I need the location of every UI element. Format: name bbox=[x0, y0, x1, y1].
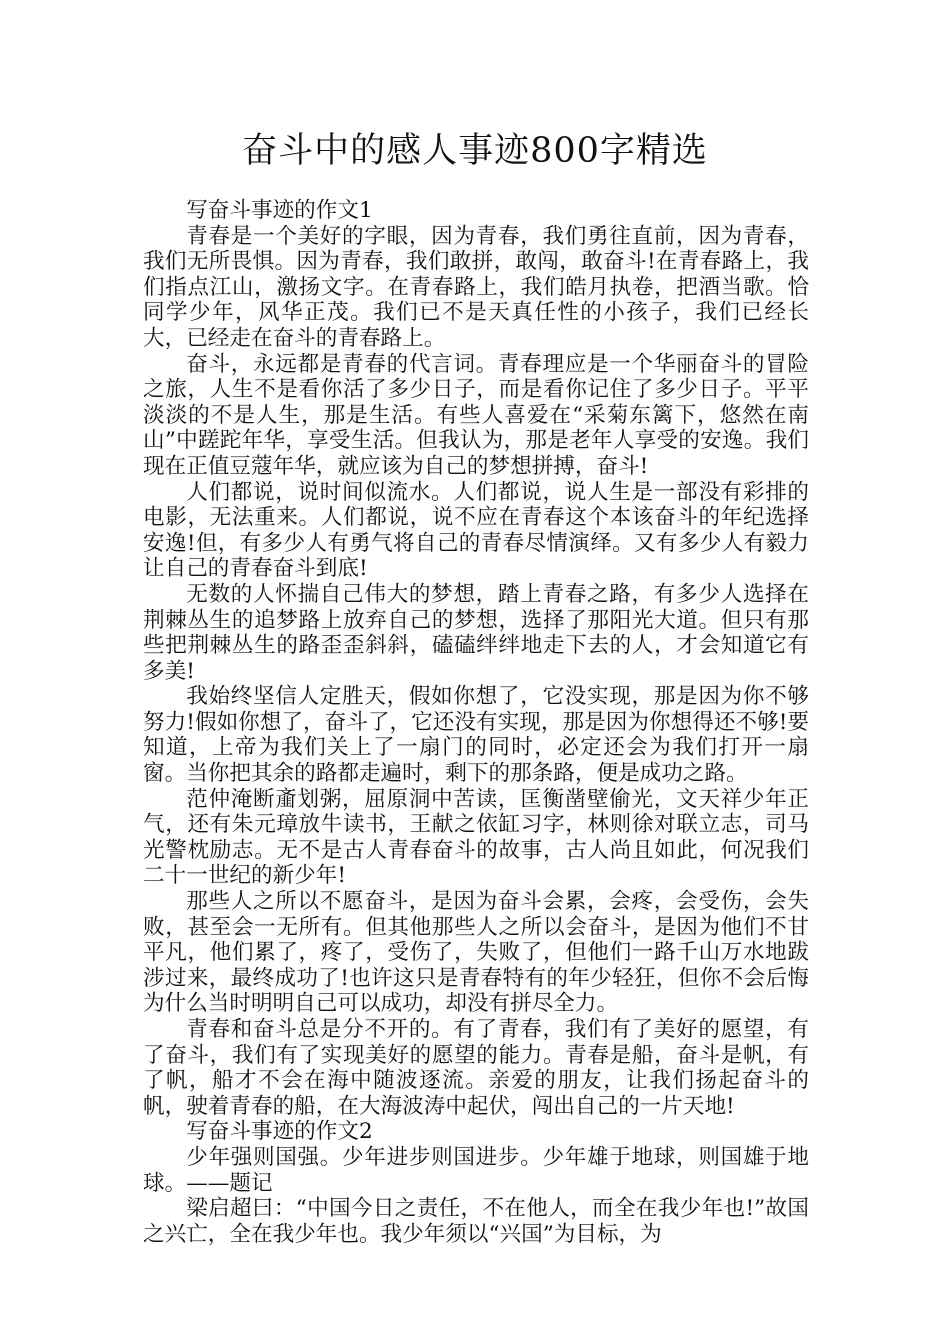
paragraph: 青春和奋斗总是分不开的。有了青春，我们有了美好的愿望，有了奋斗，我们有了实现美好的愿望的能力。青春是船，奋斗是帆，有了帆，船才不会在海中随波逐流。亲爱的朋友，让我们扬起奋斗的帆，驶着青春的船，在大海波涛中起伏，闯出自己的一片天地! bbox=[143, 1017, 809, 1119]
paragraph: 人们都说，说时间似流水。人们都说，说人生是一部没有彩排的电影，无法重来。人们都说，说不应在青春这个本该奋斗的年纪选择安逸!但，有多少人有勇气将自己的青春尽情演绎。又有多少人有毅力让自己的青春奋斗到底! bbox=[143, 479, 809, 582]
paragraph: 奋斗，永远都是青春的代言词。青春理应是一个华丽奋斗的冒险之旅，人生不是看你活了多少日子，而是看你记住了多少日子。平平淡淡的不是人生，那是生活。有些人喜爱在“采菊东篱下，悠然在南山”中蹉跎年华，享受生活。但我认为，那是老年人享受的安逸。我们现在正值豆蔻年华，就应该为自己的梦想拼搏，奋斗! bbox=[143, 351, 809, 479]
paragraph: 那些人之所以不愿奋斗，是因为奋斗会累，会疼，会受伤，会失败，甚至会一无所有。但其他那些人之所以会奋斗，是因为他们不甘平凡，他们累了，疼了，受伤了，失败了，但他们一路千山万水地跋涉过来，最终成功了!也许这只是青春特有的年少轻狂，但你不会后悔为什么当时明明自己可以成功，却没有拼尽全力。 bbox=[143, 889, 809, 1017]
document-title: 奋斗中的感人事迹800字精选 bbox=[242, 131, 708, 171]
paragraph: 我始终坚信人定胜天，假如你想了，它没实现，那是因为你不够努力!假如你想了，奋斗了，它还没有实现，那是因为你想得还不够!要知道，上帝为我们关上了一扇门的同时，必定还会为我们打开一扇窗。当你把其余的路都走遍时，剩下的那条路，便是成功之路。 bbox=[143, 684, 809, 787]
paragraph: 少年强则国强。少年进步则国进步。少年雄于地球，则国雄于地球。——题记 bbox=[143, 1144, 809, 1196]
section-heading-2: 写奋斗事迹的作文2 bbox=[186, 1119, 373, 1145]
document-body bbox=[143, 198, 809, 1247]
paragraph: 青春是一个美好的字眼，因为青春，我们勇往直前，因为青春，我们无所畏惧。因为青春，我们敢拼，敢闯，敢奋斗!在青春路上，我们指点江山，激扬文字。在青春路上，我们皓月执卷，把酒当歌。恰同学少年，风华正茂。我们已不是天真任性的小孩子，我们已经长大，已经走在奋斗的青春路上。 bbox=[143, 223, 809, 351]
section-heading-1: 写奋斗事迹的作文1 bbox=[186, 198, 373, 223]
paragraph: 范仲淹断齑划粥，屈原洞中苦读，匡衡凿壁偷光，文天祥少年正气，还有朱元璋放牛读书，王献之依缸习字，林则徐对联立志，司马光警枕励志。无不是古人青春奋斗的故事，古人尚且如此，何况我们二十一世纪的新少年! bbox=[143, 786, 809, 889]
paragraph: 梁启超曰：“中国今日之责任，不在他人，而全在我少年也!”故国之兴亡，全在我少年也。我少年须以“兴国”为目标，为 bbox=[143, 1196, 809, 1247]
paragraph: 无数的人怀揣自己伟大的梦想，踏上青春之路，有多少人选择在荆棘丛生的追梦路上放弃自己的梦想，选择了那阳光大道。但只有那些把荆棘丛生的路歪歪斜斜，磕磕绊绊地走下去的人，才会知道它有多美! bbox=[143, 581, 809, 684]
